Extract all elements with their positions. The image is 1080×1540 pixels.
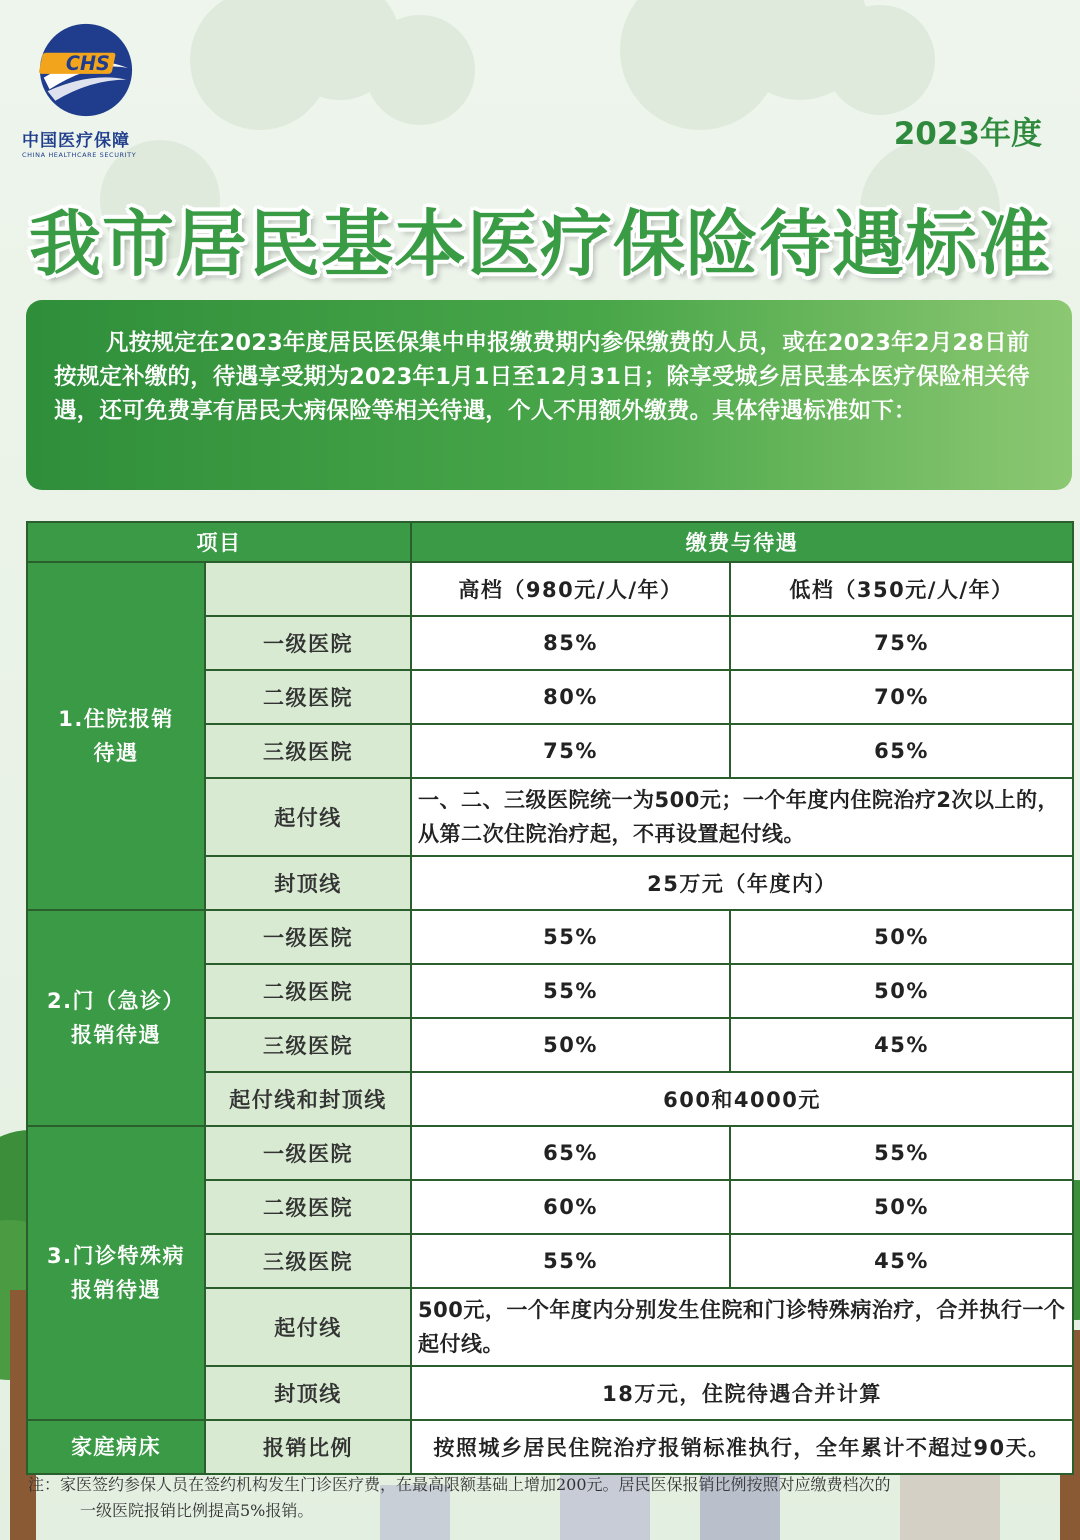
section-special-outpatient: 3.门诊特殊病报销待遇 xyxy=(27,1126,205,1420)
row-merged: 按照城乡居民住院治疗报销标准执行，全年累计不超过90天。 xyxy=(411,1420,1073,1474)
header-item: 项目 xyxy=(27,522,411,562)
year-label: 2023年度 xyxy=(893,116,1042,152)
section-outpatient: 2.门（急诊）报销待遇 xyxy=(27,910,205,1126)
row-item: 二级医院 xyxy=(205,670,411,724)
row-merged: 18万元，住院待遇合并计算 xyxy=(411,1366,1073,1420)
footnote-line-1: 注：家医签约参保人员在签约机构发生门诊医疗费，在最高限额基础上增加200元。居民医保报销比例按照对应缴费档次的 xyxy=(28,1475,891,1494)
tier-low: 低档（350元/人/年） xyxy=(730,562,1073,616)
row-item: 封顶线 xyxy=(205,1366,411,1420)
row-high: 75% xyxy=(411,724,730,778)
row-merged: 600和4000元 xyxy=(411,1072,1073,1126)
row-high: 60% xyxy=(411,1180,730,1234)
row-item: 三级医院 xyxy=(205,1234,411,1288)
row-merged: 一、二、三级医院统一为500元；一个年度内住院治疗2次以上的，从第二次住院治疗起，不再设置起付线。 xyxy=(411,778,1073,856)
logo xyxy=(22,22,152,159)
row-item: 起付线 xyxy=(205,778,411,856)
chs-globe-icon xyxy=(38,22,134,118)
row-item: 三级医院 xyxy=(205,1018,411,1072)
row-low: 75% xyxy=(730,616,1073,670)
row-low: 50% xyxy=(730,910,1073,964)
row-item: 封顶线 xyxy=(205,856,411,910)
row-high: 55% xyxy=(411,964,730,1018)
intro-paragraph: 凡按规定在2023年度居民医保集中申报缴费期内参保缴费的人员，或在2023年2月28日前按规定补缴的，待遇享受期为2023年1月1日至12月31日；除享受城乡居民基本医疗保险相关待遇，还可免费享有居民大病保险等相关待遇，个人不用额外缴费。具体待遇标准如下： xyxy=(26,300,1072,490)
row-high: 50% xyxy=(411,1018,730,1072)
row-low: 50% xyxy=(730,1180,1073,1234)
table-row xyxy=(27,562,1073,616)
logo-mark: CHS xyxy=(65,52,110,75)
benefits-table xyxy=(26,521,1074,1475)
row-high: 55% xyxy=(411,910,730,964)
row-low: 45% xyxy=(730,1018,1073,1072)
row-low: 65% xyxy=(730,724,1073,778)
page-title: 我市居民基本医疗保险待遇标准 xyxy=(28,201,1051,286)
table-row xyxy=(27,1420,1073,1474)
section-home-bed: 家庭病床 xyxy=(27,1420,205,1474)
section-inpatient: 1.住院报销待遇 xyxy=(27,562,205,910)
row-high: 55% xyxy=(411,1234,730,1288)
row-low: 45% xyxy=(730,1234,1073,1288)
table-row xyxy=(27,1126,1073,1180)
footnote xyxy=(28,1472,1068,1524)
footnote-line-2: 一级医院报销比例提高5%报销。 xyxy=(80,1501,314,1520)
table-row xyxy=(27,910,1073,964)
row-item: 一级医院 xyxy=(205,1126,411,1180)
row-item: 二级医院 xyxy=(205,1180,411,1234)
row-item: 一级医院 xyxy=(205,910,411,964)
header-benefit: 缴费与待遇 xyxy=(411,522,1073,562)
row-high: 85% xyxy=(411,616,730,670)
row-low: 50% xyxy=(730,964,1073,1018)
row-merged: 500元，一个年度内分别发生住院和门诊特殊病治疗，合并执行一个起付线。 xyxy=(411,1288,1073,1366)
row-item: 起付线 xyxy=(205,1288,411,1366)
row-item: 一级医院 xyxy=(205,616,411,670)
logo-name-en: CHINA HEALTHCARE SECURITY xyxy=(22,151,137,159)
logo-name-cn: 中国医疗保障 xyxy=(22,131,130,151)
row-item: 二级医院 xyxy=(205,964,411,1018)
row-item: 起付线和封顶线 xyxy=(205,1072,411,1126)
row-low: 70% xyxy=(730,670,1073,724)
table-header-row xyxy=(27,522,1073,562)
row-merged: 25万元（年度内） xyxy=(411,856,1073,910)
row-item: 三级医院 xyxy=(205,724,411,778)
row-high: 80% xyxy=(411,670,730,724)
row-low: 55% xyxy=(730,1126,1073,1180)
tier-spacer xyxy=(205,562,411,616)
row-item: 报销比例 xyxy=(205,1420,411,1474)
row-high: 65% xyxy=(411,1126,730,1180)
tier-high: 高档（980元/人/年） xyxy=(411,562,730,616)
